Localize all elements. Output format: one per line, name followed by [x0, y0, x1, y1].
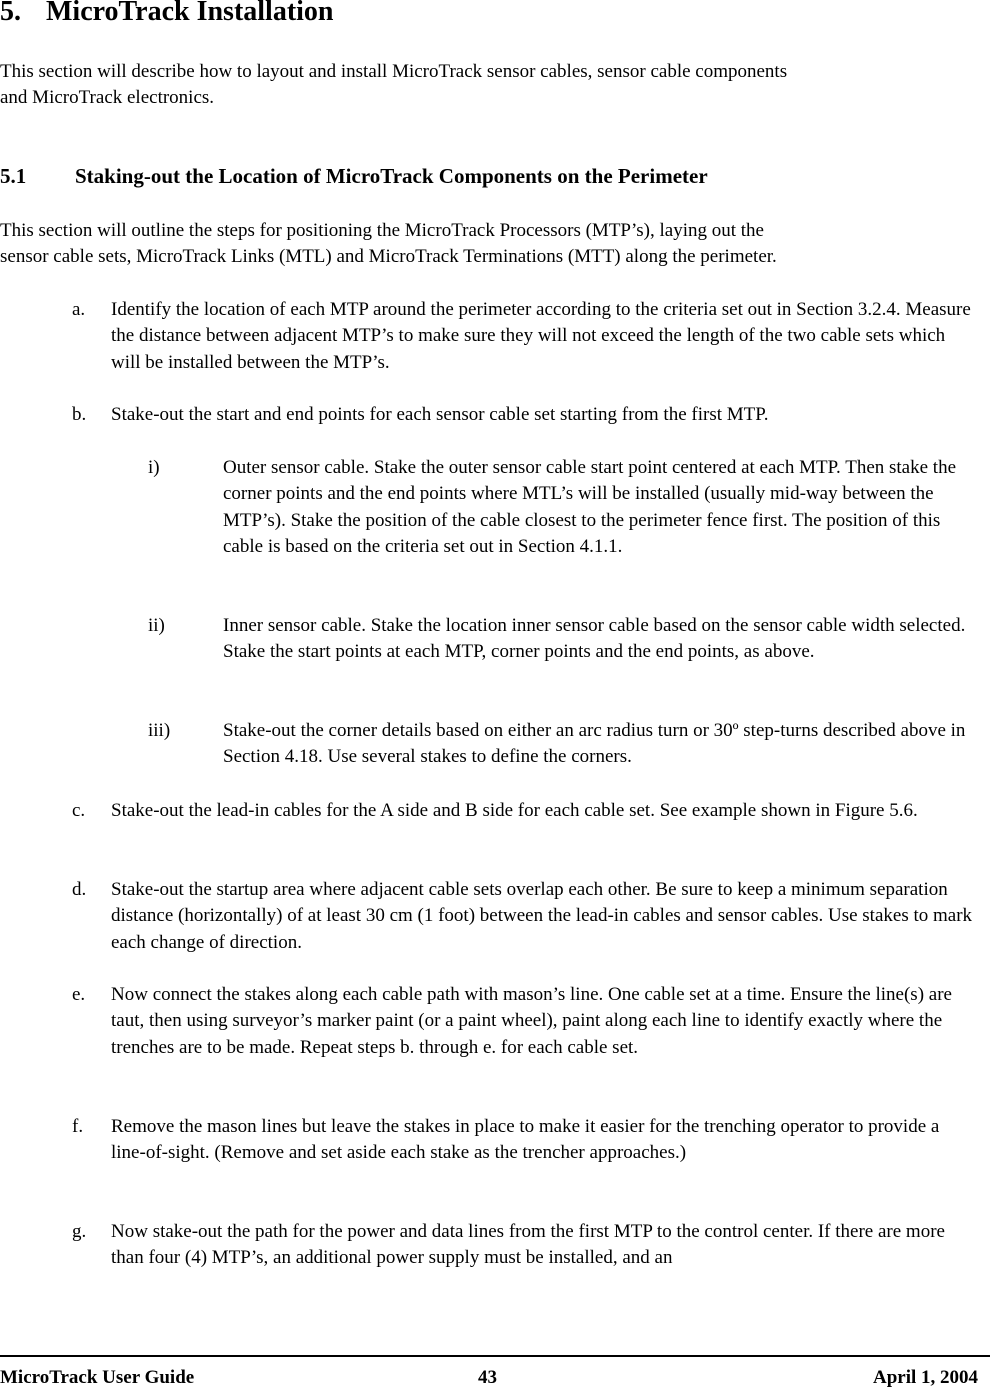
subsection-intro [0, 218, 777, 271]
section-intro-line: and MicroTrack electronics. [0, 87, 215, 109]
section-intro [0, 59, 787, 112]
step-text: Stake-out the lead-in cables for the A side and B side for each cable set. See example shown in Figure 5.6. [111, 800, 918, 821]
footer-title: MicroTrack User Guide [0, 1367, 195, 1388]
step-marker: c. [72, 800, 86, 821]
step-c [72, 798, 977, 824]
footer-page-number: 43 [478, 1367, 497, 1388]
section-title: MicroTrack Installation [46, 0, 334, 27]
step-g [72, 1219, 977, 1272]
subsection-title: Staking-out the Location of MicroTrack Components on the Perimeter [75, 164, 708, 188]
step-text: Stake-out the start and end points for each sensor cable set starting from the first MTP. [111, 404, 769, 425]
section-intro-line: This section will describe how to layout and install MicroTrack sensor cables, sensor cable components [0, 61, 788, 82]
substep-text: Inner sensor cable. Stake the location inner sensor cable based on the sensor cable width selected. Stake the start points at each MTP, corner points and the end points, as above. [223, 615, 966, 663]
substep-marker: ii) [148, 615, 165, 636]
step-text: Identify the location of each MTP around the perimeter according to the criteria set out in Section 3.2.4. Measure the distance between adjacent MTP’s to make sure they will not exceed the length of the two cable sets which will be installed between the MTP’s. [111, 299, 971, 373]
step-d [72, 877, 977, 956]
footer-divider [0, 1355, 990, 1357]
step-marker: g. [72, 1221, 87, 1242]
section-number: 5. [0, 0, 21, 27]
substep-ii [148, 613, 968, 666]
substep-i [148, 455, 968, 560]
step-text: Now stake-out the path for the power and data lines from the first MTP to the control center. If there are more than four (4) MTP’s, an additional power supply must be installed, and an [111, 1221, 945, 1269]
section-heading [0, 0, 334, 28]
step-text: Now connect the stakes along each cable path with mason’s line. One cable set at a time. Ensure the line(s) are taut, then using surveyor’s marker paint (or a paint wheel), paint along each line to identify exactly where the trenches are to be made. Repeat steps b. through e. for each cable set. [111, 984, 952, 1058]
subsection-intro-line: sensor cable sets, MicroTrack Links (MTL) and MicroTrack Terminations (MTT) along the perimeter. [0, 246, 777, 268]
substep-text: Stake-out the corner details based on either an arc radius turn or 30º step-turns described above in Section 4.18. Use several stakes to define the corners. [223, 720, 966, 768]
step-a [72, 297, 977, 376]
step-marker: a. [72, 299, 86, 320]
step-marker: b. [72, 404, 87, 425]
step-f [72, 1114, 977, 1167]
step-marker: e. [72, 984, 86, 1005]
subsection-number: 5.1 [0, 164, 27, 188]
subsection-heading [0, 164, 708, 189]
step-marker: d. [72, 879, 87, 900]
subsection-intro-line: This section will outline the steps for positioning the MicroTrack Processors (MTP’s), laying out the [0, 220, 764, 241]
step-b [72, 402, 977, 428]
substep-marker: i) [148, 457, 160, 478]
footer-date: April 1, 2004 [872, 1367, 978, 1388]
step-text: Stake-out the startup area where adjacent cable sets overlap each other. Be sure to keep a minimum separation distance (horizontally) of at least 30 cm (1 foot) between the lead-in cables and sensor cables. Use stakes to mark each change of direction. [111, 879, 973, 953]
substep-iii [148, 718, 968, 771]
step-e [72, 982, 977, 1061]
substep-marker: iii) [148, 720, 171, 741]
substep-text: Outer sensor cable. Stake the outer sensor cable start point centered at each MTP. Then stake the corner points and the end points where MTL’s will be installed (usually mid-way between the MTP’s). Stake the position of the cable closest to the perimeter fence first. The position of this cable is based on the criteria set out in Section 4.1.1. [223, 457, 957, 557]
step-marker: f. [72, 1116, 84, 1137]
step-text: Remove the mason lines but leave the stakes in place to make it easier for the trenching operator to provide a line-of-sight. (Remove and set aside each stake as the trencher approaches.) [111, 1116, 940, 1164]
